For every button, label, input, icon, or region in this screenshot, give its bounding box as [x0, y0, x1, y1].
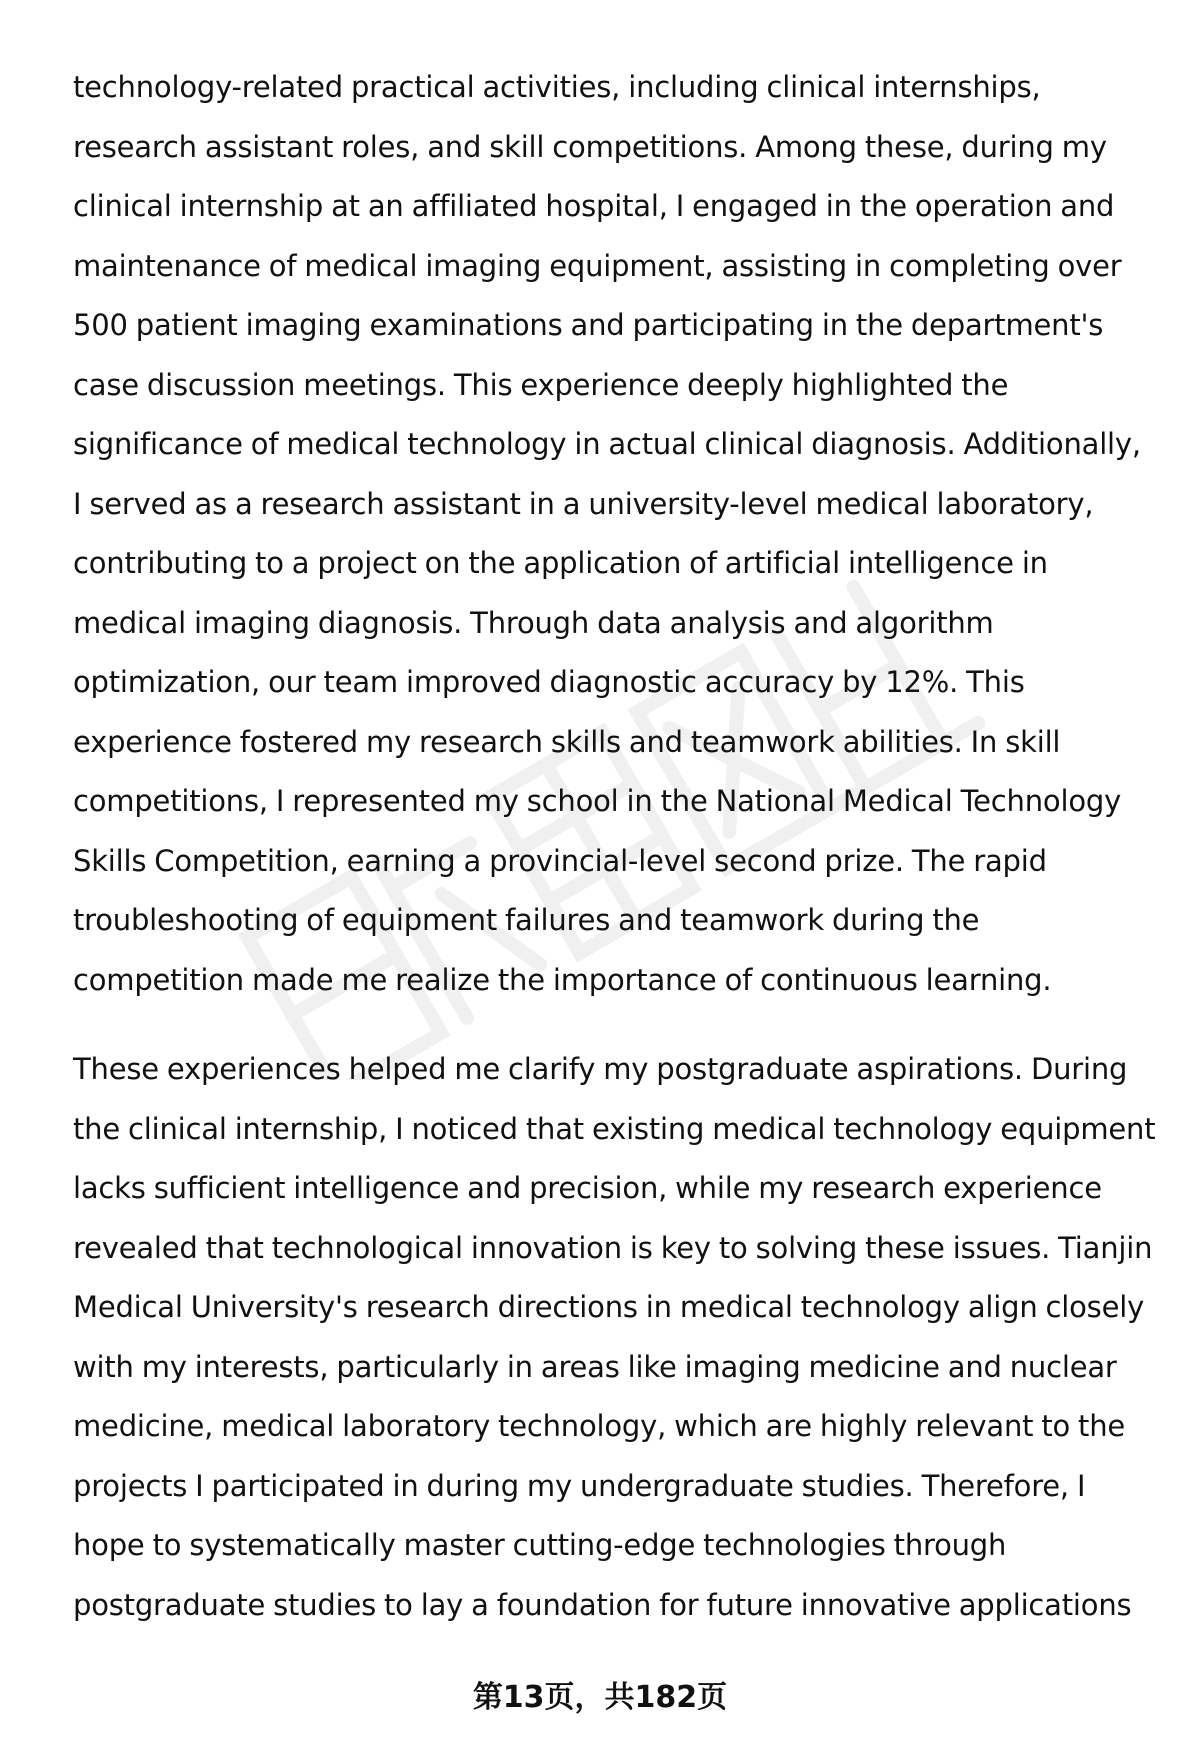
text-line: postgraduate studies to lay a foundation for future innovative applications: [73, 1587, 1132, 1622]
text-line: troubleshooting of equipment failures and teamwork during the: [73, 903, 980, 937]
text-line: revealed that technological innovation is key to solving these issues. Tianjin: [73, 1230, 1153, 1265]
text-line: Skills Competition, earning a provincial-level second prize. The rapid: [73, 843, 1047, 878]
text-line: competition made me realize the importance of continuous learning.: [73, 962, 1052, 997]
text-line: maintenance of medical imaging equipment, assisting in completing over: [73, 248, 1122, 283]
text-line: case discussion meetings. This experience deeply highlighted the: [73, 367, 1009, 402]
paragraph-1: [73, 58, 1153, 1010]
text-line: 500 patient imaging examinations and participating in the department's: [73, 308, 1104, 342]
text-line: technology-related practical activities, including clinical internships,: [73, 70, 1041, 104]
text-line: optimization, our team improved diagnostic accuracy by 12%. This: [73, 665, 1025, 699]
paragraph-2: [73, 1040, 1156, 1635]
text-line: experience fostered my research skills and teamwork abilities. In skill: [73, 724, 1061, 759]
text-line: clinical internship at an affiliated hospital, I engaged in the operation and: [73, 189, 1115, 223]
text-line: significance of medical technology in actual clinical diagnosis. Additionally,: [73, 427, 1141, 461]
text-line: These experiences helped me clarify my postgraduate aspirations. During: [73, 1052, 1128, 1086]
text-line: research assistant roles, and skill competitions. Among these, during my: [73, 129, 1107, 164]
text-line: hope to systematically master cutting-edge technologies through: [73, 1528, 1007, 1562]
text-line: competitions, I represented my school in the National Medical Technology: [73, 784, 1122, 818]
text-line: projects I participated in during my undergraduate studies. Therefore, I: [73, 1468, 1086, 1503]
text-line: Medical University's research directions in medical technology align closely: [73, 1290, 1145, 1324]
text-line: I served as a research assistant in a university-level medical laboratory,: [73, 486, 1094, 521]
body-text: [73, 58, 1156, 1665]
text-line: lacks sufficient intelligence and precision, while my research experience: [73, 1171, 1102, 1205]
text-line: the clinical internship, I noticed that existing medical technology equipment: [73, 1111, 1156, 1146]
text-line: with my interests, particularly in areas like imaging medicine and nuclear: [73, 1349, 1117, 1384]
text-line: medicine, medical laboratory technology, which are highly relevant to the: [73, 1409, 1126, 1443]
text-line: contributing to a project on the application of artificial intelligence in: [73, 546, 1048, 580]
text-line: medical imaging diagnosis. Through data analysis and algorithm: [73, 605, 994, 640]
page-number: 第13页，共182页: [472, 1680, 728, 1715]
